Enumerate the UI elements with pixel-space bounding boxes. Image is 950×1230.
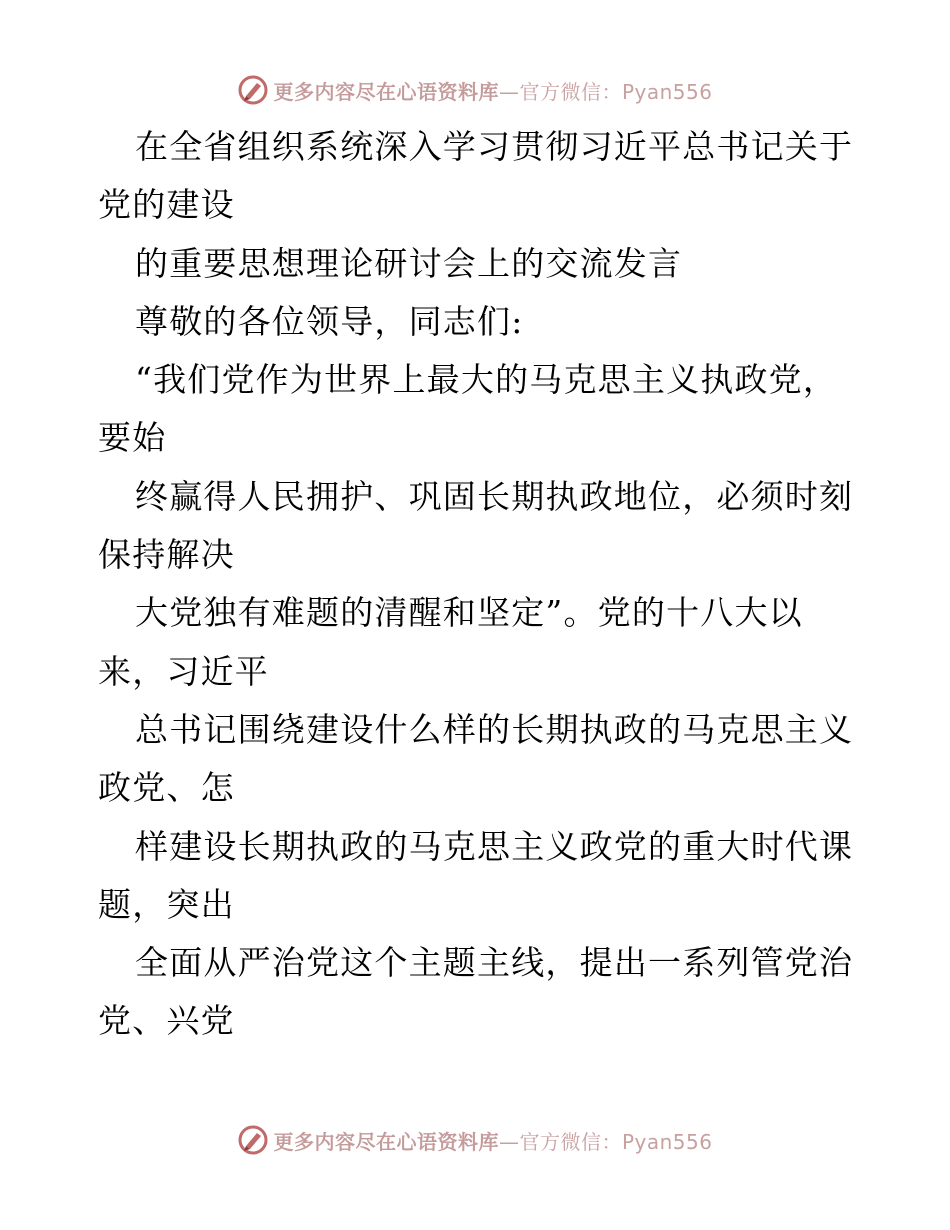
text-line: 要始	[98, 418, 167, 458]
text-line: 党、兴党	[98, 1001, 235, 1041]
watermark-text	[273, 1126, 712, 1155]
text-line: 在全省组织系统深入学习贯彻习近平总书记关于	[135, 127, 854, 166]
footer-watermark	[0, 1120, 950, 1160]
watermark-brand: 更多内容尽在心语资料库	[273, 1129, 499, 1154]
pen-logo-icon	[237, 1124, 269, 1156]
document-body	[98, 118, 868, 1051]
text-line: 党的建设	[98, 185, 235, 225]
text-line: 全面从严治党这个主题主线，提出一系列管党治	[135, 943, 854, 983]
watermark-contact: —官方微信：Pyan556	[498, 1129, 713, 1154]
text-line: 来，习近平	[98, 651, 269, 691]
text-line: 总书记围绕建设什么样的长期执政的马克思主义	[135, 709, 854, 749]
text-line: 政党、怎	[98, 768, 235, 808]
text-line: 样建设长期执政的马克思主义政党的重大时代课	[135, 826, 854, 866]
text-line: 保持解决	[98, 535, 235, 575]
text-line: 大党独有难题的清醒和坚定”。党的十八大以	[135, 593, 803, 633]
text-line: 终赢得人民拥护、巩固长期执政地位，必须时刻	[135, 476, 854, 516]
pen-logo-icon	[237, 74, 269, 106]
text-line: 尊敬的各位领导，同志们:	[135, 301, 524, 341]
watermark-contact: —官方微信：Pyan556	[498, 79, 713, 104]
text-line: “我们党作为世界上最大的马克思主义执政党，	[135, 360, 838, 400]
watermark-brand: 更多内容尽在心语资料库	[273, 79, 499, 104]
header-watermark	[0, 70, 950, 110]
text-line: 题，突出	[98, 884, 235, 924]
text-line: 的重要思想理论研讨会上的交流发言	[135, 243, 683, 283]
watermark-text	[273, 76, 712, 105]
